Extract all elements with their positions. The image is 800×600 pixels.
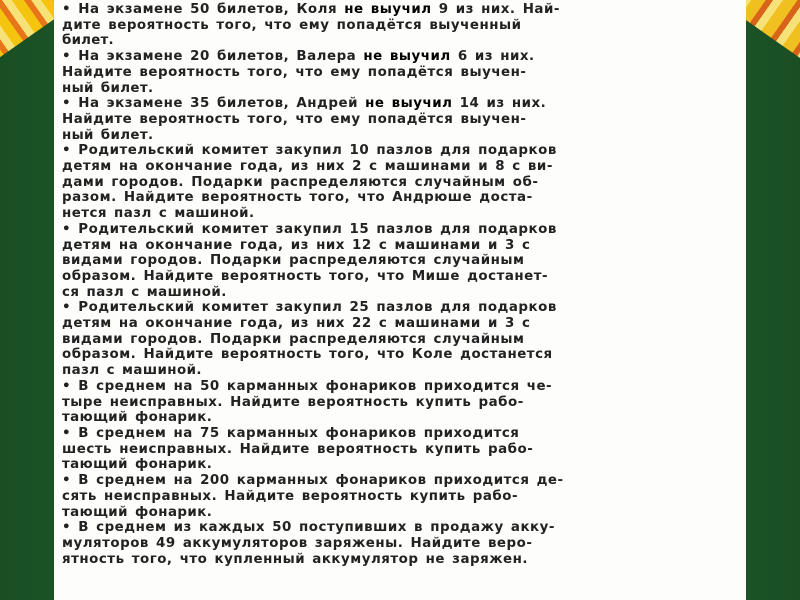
- problem-text-line: [62, 300, 740, 316]
- text-segment: дами городов. Подарки распределяются случайным об-: [62, 174, 539, 190]
- problem-item: [62, 379, 740, 426]
- problem-text-line: [62, 395, 740, 411]
- text-segment: ный билет.: [62, 127, 154, 143]
- text-segment: ся пазл с машиной.: [62, 284, 227, 300]
- problem-text-line: [62, 49, 740, 65]
- text-segment: тыре неисправных. Найдите вероятность купить рабо-: [62, 394, 524, 410]
- problem-text-line: [62, 175, 740, 191]
- problem-item: [62, 520, 740, 567]
- problem-text-line: [62, 269, 740, 285]
- text-segment: дите вероятность того, что ему попадётся выученный: [62, 17, 522, 33]
- problem-text-line: [62, 410, 740, 426]
- problem-text-line: [62, 332, 740, 348]
- text-segment: • На экзамене 20 билетов, Валера: [62, 49, 364, 65]
- text-segment: • Родительский комитет закупил 10 пазлов для подарков: [62, 143, 557, 159]
- text-segment: пазл с машиной.: [62, 363, 202, 379]
- problem-text-line: [62, 65, 740, 81]
- problem-text-line: [62, 159, 740, 175]
- problem-text-line: [62, 190, 740, 206]
- text-segment: билет.: [62, 33, 114, 49]
- problem-text-line: [62, 442, 740, 458]
- problem-text-line: [62, 552, 740, 568]
- problem-text-line: [62, 2, 740, 18]
- text-segment: видами городов. Подарки распределяются случайным: [62, 253, 525, 269]
- problem-item: [62, 143, 740, 222]
- text-segment: разом. Найдите вероятность того, что Андрюше доста-: [62, 190, 533, 206]
- text-segment: • В среднем из каждых 50 поступивших в продажу акку-: [62, 520, 555, 536]
- text-segment: детям на окончание года, из них 12 с машинами и 3 с: [62, 237, 531, 253]
- text-segment: образом. Найдите вероятность того, что Мише достанет-: [62, 268, 549, 284]
- problem-item: [62, 473, 740, 520]
- problem-text-line: [62, 520, 740, 536]
- problem-text-line: [62, 285, 740, 301]
- problem-text-line: [62, 316, 740, 332]
- text-segment: 9 из них. Най-: [431, 2, 560, 17]
- text-segment: • Родительский комитет закупил 15 пазлов для подарков: [62, 221, 557, 237]
- problem-text-line: [62, 489, 740, 505]
- emphasis-text: не выучил: [344, 2, 432, 17]
- text-segment: тающий фонарик.: [62, 410, 213, 426]
- problem-text-line: [62, 253, 740, 269]
- text-segment: Найдите вероятность того, что ему попадётся выучен-: [62, 64, 527, 80]
- text-segment: ный билет.: [62, 80, 154, 96]
- text-segment: сять неисправных. Найдите вероятность купить рабо-: [62, 488, 519, 504]
- emphasis-text: не выучил: [365, 96, 453, 112]
- text-segment: • В среднем на 200 карманных фонариков приходится де-: [62, 473, 564, 489]
- text-segment: видами городов. Подарки распределяются случайным: [62, 331, 525, 347]
- problem-text-line: [62, 426, 740, 442]
- problem-text-line: [62, 128, 740, 144]
- text-segment: • На экзамене 50 билетов, Коля: [62, 2, 345, 17]
- problem-item: [62, 222, 740, 301]
- problem-text-line: [62, 363, 740, 379]
- text-segment: тающий фонарик.: [62, 504, 213, 520]
- text-segment: тающий фонарик.: [62, 457, 213, 473]
- text-segment: • На экзамене 35 билетов, Андрей: [62, 96, 366, 112]
- text-segment: 14 из них.: [452, 96, 547, 112]
- emphasis-text: не выучил: [363, 49, 451, 65]
- problem-text-line: [62, 143, 740, 159]
- problem-text-line: [62, 96, 740, 112]
- problem-text-line: [62, 347, 740, 363]
- problem-text-line: [62, 536, 740, 552]
- problem-text-line: [62, 379, 740, 395]
- problem-text-line: [62, 473, 740, 489]
- problem-text-line: [62, 18, 740, 34]
- problem-item: [62, 2, 740, 49]
- problem-item: [62, 426, 740, 473]
- text-segment: детям на окончание года, из них 2 с машинами и 8 с ви-: [62, 159, 553, 175]
- problem-sheet: [54, 0, 746, 600]
- text-segment: детям на окончание года, из них 22 с машинами и 3 с: [62, 316, 531, 332]
- text-segment: образом. Найдите вероятность того, что Коле достанется: [62, 347, 553, 363]
- problem-text-line: [62, 81, 740, 97]
- problem-text-line: [62, 457, 740, 473]
- text-segment: шесть неисправных. Найдите вероятность купить рабо-: [62, 441, 534, 457]
- problem-item: [62, 300, 740, 379]
- problem-text-line: [62, 238, 740, 254]
- text-segment: • Родительский комитет закупил 25 пазлов для подарков: [62, 300, 557, 316]
- problem-item: [62, 49, 740, 96]
- problem-text-line: [62, 222, 740, 238]
- text-segment: • В среднем на 75 карманных фонариков приходится: [62, 425, 520, 441]
- text-segment: • В среднем на 50 карманных фонариков приходится че-: [62, 378, 553, 394]
- problem-text-line: [62, 33, 740, 49]
- text-segment: 6 из них.: [450, 49, 535, 65]
- problem-text-line: [62, 505, 740, 521]
- problem-text-line: [62, 112, 740, 128]
- problem-text-line: [62, 206, 740, 222]
- text-segment: Найдите вероятность того, что ему попадётся выучен-: [62, 111, 527, 127]
- text-segment: нется пазл с машиной.: [62, 206, 255, 222]
- text-segment: ятность того, что купленный аккумулятор не заряжен.: [62, 551, 528, 567]
- text-segment: муляторов 49 аккумуляторов заряжены. Найдите веро-: [62, 535, 533, 551]
- problem-item: [62, 96, 740, 143]
